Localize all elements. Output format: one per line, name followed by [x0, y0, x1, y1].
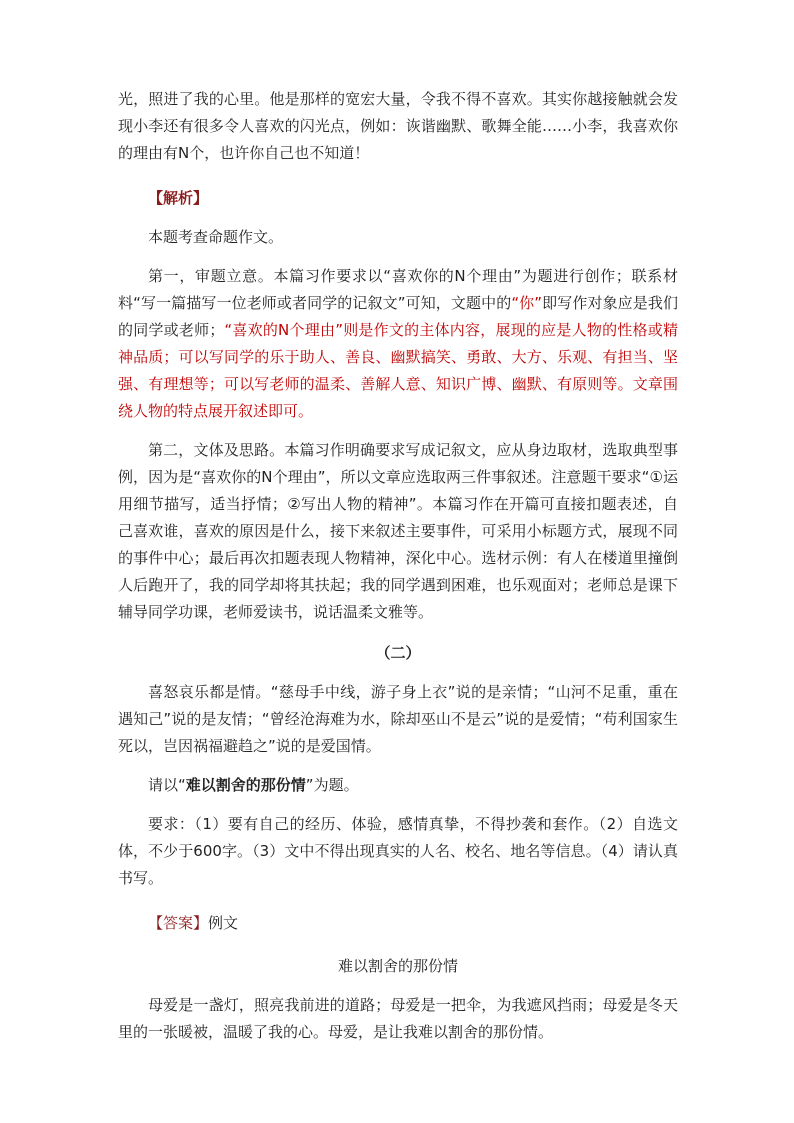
analysis-p1-part-c: “喜欢的N个理由”则是作文的主体内容，展现的应是人物的性格或精神品质；可以写同学的乐于助人、善良、幽默搞笑、勇敢、大方、乐观、有担当、坚强、有理想等；可以写老师的温柔、善解人意、知识广博、幽默、有原则等。文章围绕人物的特点展开叙述即可。 [118, 321, 678, 420]
document-page [118, 86, 678, 1046]
answer-label-suffix: 例文 [208, 914, 239, 932]
analysis-p1-part-b: 即写作对象应是我们的同学或老师； [118, 294, 678, 339]
analysis-p1-part-a: 第一，审题立意。本篇习作要求以“喜欢你的N个理由”为题进行创作；联系材料“写一篇描写一位老师或者同学的记叙文”可知，文题中的 [118, 267, 678, 312]
title-line-prefix: 请以“ [148, 776, 186, 794]
title-line-bold-title: 难以割舍的那份情 [185, 776, 306, 794]
analysis-paragraph-2: 第二，文体及思路。本篇习作明确要求写成记叙文，应从身边取材，选取典型事例，因为是“喜欢你的N个理由”，所以文章应选取两三件事叙述。注意题干要求“①运用细节描写，适当抒情；②写出人物的精神”。本篇习作在开篇可直接扣题表述，自己喜欢谁，喜欢的原因是什么，接下来叙述主要事件，可采用小标题方式，展现不同的事件中心；最后再次扣题表现人物精神，深化中心。选材示例：有人在楼道里撞倒人后跑开了，我的同学却将其扶起；我的同学遇到困难，也乐观面对；老师总是课下辅导同学功课，老师爱读书，说话温柔文雅等。 [118, 441, 678, 621]
essay-paragraph-1: 母爱是一盏灯，照亮我前进的道路；母爱是一把伞，为我遮风挡雨；母爱是冬天里的一张暖被，温暖了我的心。母爱，是让我难以割舍的那份情。 [118, 996, 678, 1041]
analysis-p1-you: “你” [511, 294, 543, 312]
continuation-paragraph: 光，照进了我的心里。他是那样的宽宏大量，令我不得不喜欢。其实你越接触就会发现小李还有很多令人喜欢的闪光点，例如：诙谐幽默、歌舞全能……小李，我喜欢你的理由有N个，也许你自己也不知道！ [118, 90, 678, 162]
analysis-label: 【解析】 [148, 189, 209, 207]
essay-title: 难以割舍的那份情 [337, 957, 458, 975]
section-two-title-line [118, 772, 678, 799]
title-line-suffix: ”为题。 [305, 776, 359, 794]
answer-label-line [148, 910, 678, 937]
section-two-requirements: 要求：（1）要有自己的经历、体验，感情真挚，不得抄袭和套作。（2）自选文体，不少于600字。（3）文中不得出现真实的人名、校名、地名等信息。（4）请认真书写。 [118, 815, 678, 887]
analysis-intro: 本题考查命题作文。 [148, 228, 284, 246]
answer-label: 【答案】 [148, 914, 209, 932]
section-two-heading: （二） [375, 644, 421, 662]
section-two-prompt: 喜怒哀乐都是情。“慈母手中线，游子身上衣”说的是亲情；“山河不足重，重在遇知己”说的是友情；“曾经沧海难为水，除却巫山不是云”说的是爱情；“苟利国家生死以，岂因祸福避趋之”说的是爱国情。 [118, 683, 678, 755]
analysis-paragraph-1 [118, 263, 678, 425]
